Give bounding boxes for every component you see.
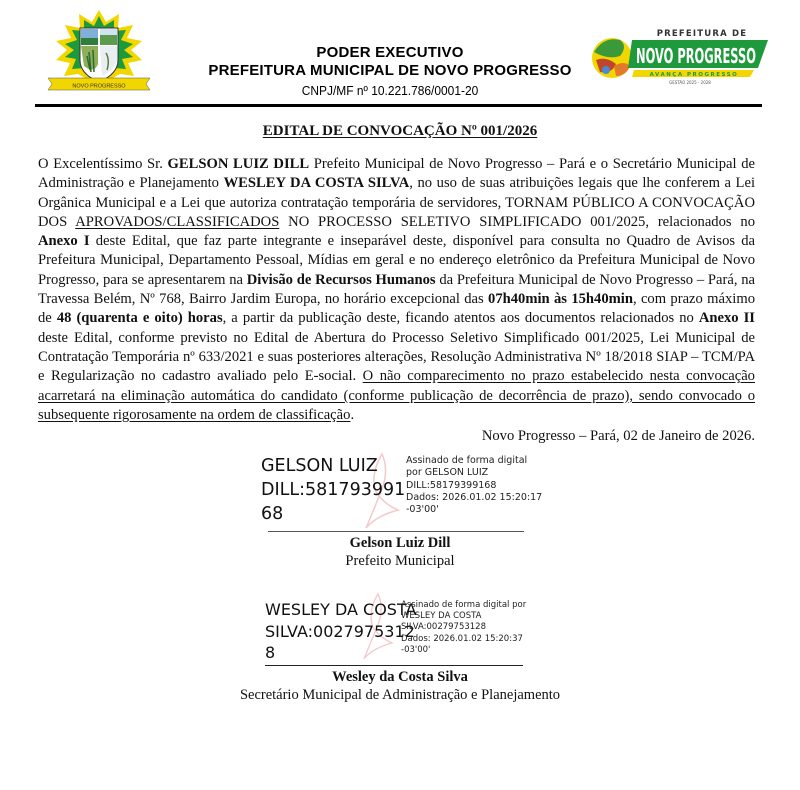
signer-id-line: WESLEY DA COSTA: [265, 600, 417, 619]
edital-body: [38, 155, 755, 425]
colorful-circle-emblem-icon: [592, 38, 632, 78]
header-line-prefeitura: PREFEITURA MUNICIPAL DE NOVO PROGRESSO: [208, 62, 572, 79]
logo-slogan: AVANÇA PROGRESSO: [649, 72, 739, 78]
signer-id-line: 68: [261, 504, 284, 524]
digital-sign-line: -03'00': [401, 644, 431, 655]
digital-sign-line: DILL:58179399168: [406, 479, 497, 491]
signature-2-role: Secretário Municipal de Administração e Planejamento: [239, 687, 561, 703]
body-text: , a partir da publicação deste, ficando atentos aos documentos relacionados no: [222, 310, 699, 327]
hours-text: 07h40min às 15h40min: [488, 291, 633, 308]
signature-1-name: Gelson Luiz Dill: [349, 535, 451, 551]
logo-main-text: NOVO PROGRESSO: [636, 44, 756, 68]
signature-2-name: Wesley da Costa Silva: [332, 669, 468, 685]
signature-1-line: [268, 531, 524, 532]
digital-sign-line: Assinado de forma digital por: [401, 600, 527, 610]
signature-2-digital-info: [401, 600, 526, 656]
elimination-warning: O não comparecimento no prazo estabelecido nesta convocação acarretará na eliminação automática do candidato (conforme publicação de decorrência de prazo), sendo convocado o subsequente rigorosamente na ordem de classificação: [38, 368, 755, 423]
body-text: .: [350, 406, 355, 423]
coat-of-arms-logo: [44, 8, 154, 94]
signer-id-line: 8: [265, 643, 276, 662]
shield-icon: [80, 28, 118, 82]
edital-title-text: EDITAL DE CONVOCAÇÃO Nº 001/2026: [262, 123, 538, 139]
body-text: NO PROCESSO SELETIVO SIMPLIFICADO 001/2025, relacionados no: [279, 213, 755, 230]
body-text: , com prazo máximo de: [38, 291, 755, 327]
header-divider: [35, 104, 762, 107]
signer-id-line: DILL:581793991: [261, 480, 406, 500]
signature-1-role: Prefeito Municipal: [345, 553, 455, 569]
digital-sign-line: WESLEY DA COSTA: [401, 611, 482, 622]
ribbon-text: NOVO PROGRESSO: [72, 83, 126, 90]
digital-sign-line: SILVA:00279753128: [401, 622, 486, 633]
secretary-name: WESLEY DA COSTA SILVA: [223, 175, 410, 192]
digital-sign-line: Dados: 2026.01.02 15:20:37: [401, 633, 523, 644]
signer-id-line: SILVA:0027975312: [265, 621, 415, 641]
body-text: , no uso de suas atribuições legais que lhe conferem a Lei Orgânica Municipal e a Lei que autoriza contratação temporária de servidores, TORNAM PÚBLICO A CONVOCAÇÃO DOS: [38, 175, 755, 230]
digital-sign-line: Assinado de forma digital: [406, 455, 528, 466]
ribbon-banner: [48, 78, 150, 90]
approved-classified-text: APROVADOS/CLASSIFICADOS: [75, 213, 280, 230]
signature-1-signer-id: [261, 454, 405, 526]
digital-sign-line: Dados: 2026.01.02 15:20:17: [406, 491, 543, 503]
logo-top-text: PREFEITURA DE: [656, 29, 748, 39]
signature-1-digital-info: [406, 455, 542, 516]
body-text: da Prefeitura Municipal de Novo Progresso – Pará, na Travessa Belém, Nº 768, Bairro Jardim Europa, no horário excepcional das: [38, 271, 755, 308]
edital-title: [0, 123, 800, 140]
body-text: O Excelentíssimo Sr.: [38, 156, 168, 172]
signature-2-signer-id: [265, 599, 416, 664]
header-line-cnpj: CNPJ/MF nº 10.221.786/0001-20: [301, 83, 479, 98]
annex-i-ref: Anexo I: [38, 233, 90, 250]
digital-sign-line: -03'00': [406, 504, 439, 516]
annex-ii-ref: Anexo II: [698, 310, 755, 327]
body-text: Prefeito Municipal de Novo Progresso – Pará e o Secretário Municipal de Administração e Planejamento: [38, 156, 755, 192]
hr-division: Divisão de Recursos Humanos: [246, 271, 436, 288]
date-line: Novo Progresso – Pará, 02 de Janeiro de 2026.: [481, 428, 755, 444]
digital-sign-line: por GELSON LUIZ: [406, 467, 489, 479]
header-line-executive: PODER EXECUTIVO: [316, 44, 464, 61]
signer-id-line: GELSON LUIZ: [261, 456, 378, 476]
novo-progresso-logo: [590, 26, 770, 96]
body-text: deste Edital, conforme previsto no Edital de Abertura do Processo Seletivo Simplificado 001/2025, Lei Municipal de Contratação Temporária nº 633/2021 e suas posteriores alterações, Resolução Administrativa Nº 18/2018 SIAP – TCM/PA e Regularização no cadastro avaliado pelo E-social.: [38, 329, 755, 385]
signature-2-line: [265, 665, 523, 666]
body-text: deste Edital, que faz parte integrante e inseparável deste, disponível para consulta no Quadro de Avisos da Prefeitura Municipal, Departamento Pessoal, Mídias em geral e no endereço eletrônico da Prefeitura Municipal de Novo Progresso, para se apresentarem na: [38, 233, 755, 288]
deadline-text: 48 (quarenta e oito) horas: [56, 310, 223, 327]
logo-term: GESTÃO 2025 - 2028: [669, 80, 711, 85]
mayor-name: GELSON LUIZ DILL: [167, 156, 310, 172]
